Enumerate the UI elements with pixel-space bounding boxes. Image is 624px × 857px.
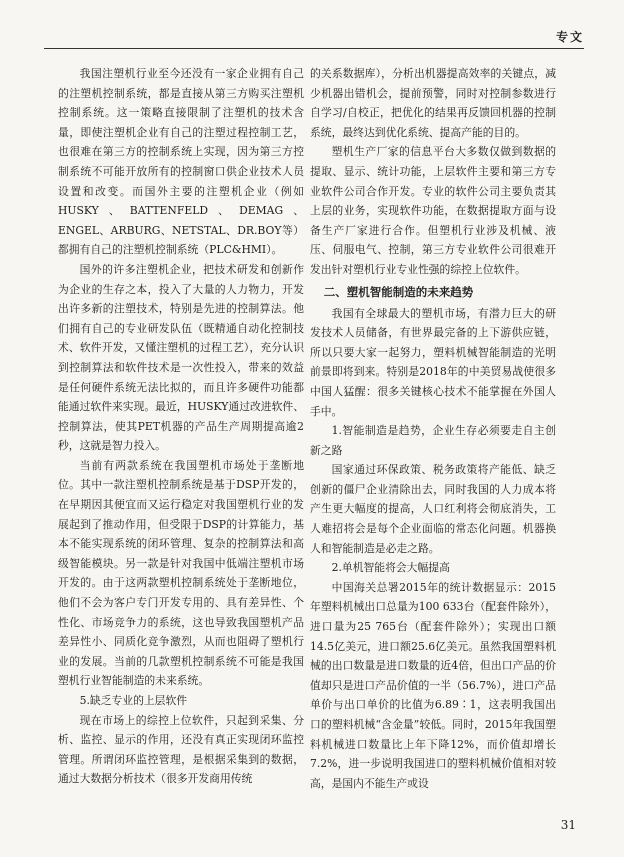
- page-number: 31: [560, 818, 576, 832]
- left-column: [58, 64, 304, 789]
- paragraph: 我国有全球最大的塑机市场，有潜力巨大的研发技术人员储备，有世界最完备的上下游供应链，所以只要大家一起努力，塑料机械智能制造的光明前景即将到来。特别是2018年的中美贸易战使很多中国人猛醒：很多关键核心技术不能掌握在外国人手中。: [310, 306, 556, 418]
- paragraph: 国家通过环保政策、税务政策将产能低、缺乏创新的僵尸企业清除出去，同时我国的人力成本将产生更大幅度的提高，人口红利将会彻底消失，工人难招将会是每个企业面临的常态化问题。机器换人和智能制造是必走之路。: [310, 463, 556, 555]
- subsection-heading: 2.单机智能将会大幅提高: [331, 561, 450, 575]
- paragraph: 我国注塑机行业至今还没有一家企业拥有自己的注塑机控制系统，都是直接从第三方购买注塑机控制系统。这一策略直接限制了注塑机的技术含量，即使注塑机企业有自己的注塑过程控制工艺，也很难在第三方的控制系统上实现，因为第三方控制系统不可能开放所有的控制窗口供企业技术人员设置和改变。而国外主要的注塑机企业（例如HUSKY、BATTENFELD、DEMAG、ENGEL、ARBURG、NETSTAL、DR.BOY等）都拥有自己的注塑机控制系统（PLC&HMI）。: [58, 67, 304, 257]
- paragraph: 当前有两款系统在我国塑机市场处于垄断地位。其中一款注塑机控制系统是基于DSP开发的，在早期因其便宜而又运行稳定对我国塑机行业的发展起到了推动作用，但受限于DSP的计算能力，基本不能实现系统的闭环管理、复杂的控制算法和高级智能模块。另一款是针对我国中低端注塑机市场开发的。由于这两款塑机控制系统处于垄断地位，他们不会为客户专门开发专用的、具有差异性、个性化、市场竞争力的系统，这也导致我国塑机产品差异性小、同质化竞争激烈，从而也阻碍了塑机行业的发展。当前的几款塑机控制系统不可能是我国塑机行业智能制造的未来系统。: [58, 458, 304, 688]
- section-heading: 二、塑机智能制造的未来趋势: [323, 284, 474, 299]
- page-header: [44, 24, 584, 49]
- subsection-heading: 1.智能制造是趋势，企业生存必须要走自主创新之路: [310, 424, 556, 457]
- paragraph: 中国海关总署2015年的统计数据显示：2015年塑料机械出口总量为100 633台（配套件除外），进口量为25 765台（配套件除外）；实现出口额14.5亿美元，进口额25.6亿美元。虽然我国塑料机械的出口数量是进口数量的近4倍，但出口产品的价值却只是进口产品价值的一半（56.7%），进口产品单价与出口单价的比值为6.89∶1，这表明我国出口的塑料机械“含金量”较低。同时，2015年我国塑料机械进口数量比上年下降12%，而价值却增长7.2%，进一步说明我国进口的塑料机械价值相对较高，是国内不能生产或设: [310, 580, 556, 790]
- paragraph: 塑机生产厂家的信息平台大多数仅做到数据的提取、显示、统计功能，上层软件主要和第三方专业软件公司合作开发。专业的软件公司主要负责其上层的业务，实现软件功能，在数据提取方面与设备生产厂家进行合作。但塑机行业涉及机械、液压、伺服电气、控制，第三方专业软件公司很难开发出针对塑机行业专业性强的综控上位软件。: [310, 145, 556, 276]
- paragraph: 现在市场上的综控上位软件，只起到采集、分析、监控、显示的作用，还没有真正实现闭环监控管理。所谓闭环监控管理，是根据采集到的数据，通过大数据分析技术（很多开发商用传统: [58, 713, 304, 786]
- right-column: [310, 64, 556, 793]
- paragraph: 国外的许多注塑机企业，把技术研发和创新作为企业的生存之本，投入了大量的人力物力，开发出许多新的注塑技术，特别是先进的控制算法。他们拥有自己的专业研发队伍（既精通自动化控制技术、软件开发，又懂注塑机的过程工艺），充分认识到控制算法和软件技术是一次性投入，带来的效益是任何硬件系统无法比拟的，而且许多硬件功能都能通过软件来实现。最近，HUSKY通过改进软件、控制算法，使其PET机器的产品生产周期提高逾2秒，这就是智力投入。: [58, 262, 304, 453]
- subsection-heading: 5.缺乏专业的上层软件: [79, 694, 188, 707]
- paragraph: 的关系数据库），分析出机器提高效率的关键点，减少机器出错机会，提前预警，同时对控制参数进行自学习/自校正，把优化的结果再反馈回机器的控制系统，最终达到优化系统、提高产能的目的。: [310, 67, 556, 139]
- section-tag: 专文: [555, 30, 584, 44]
